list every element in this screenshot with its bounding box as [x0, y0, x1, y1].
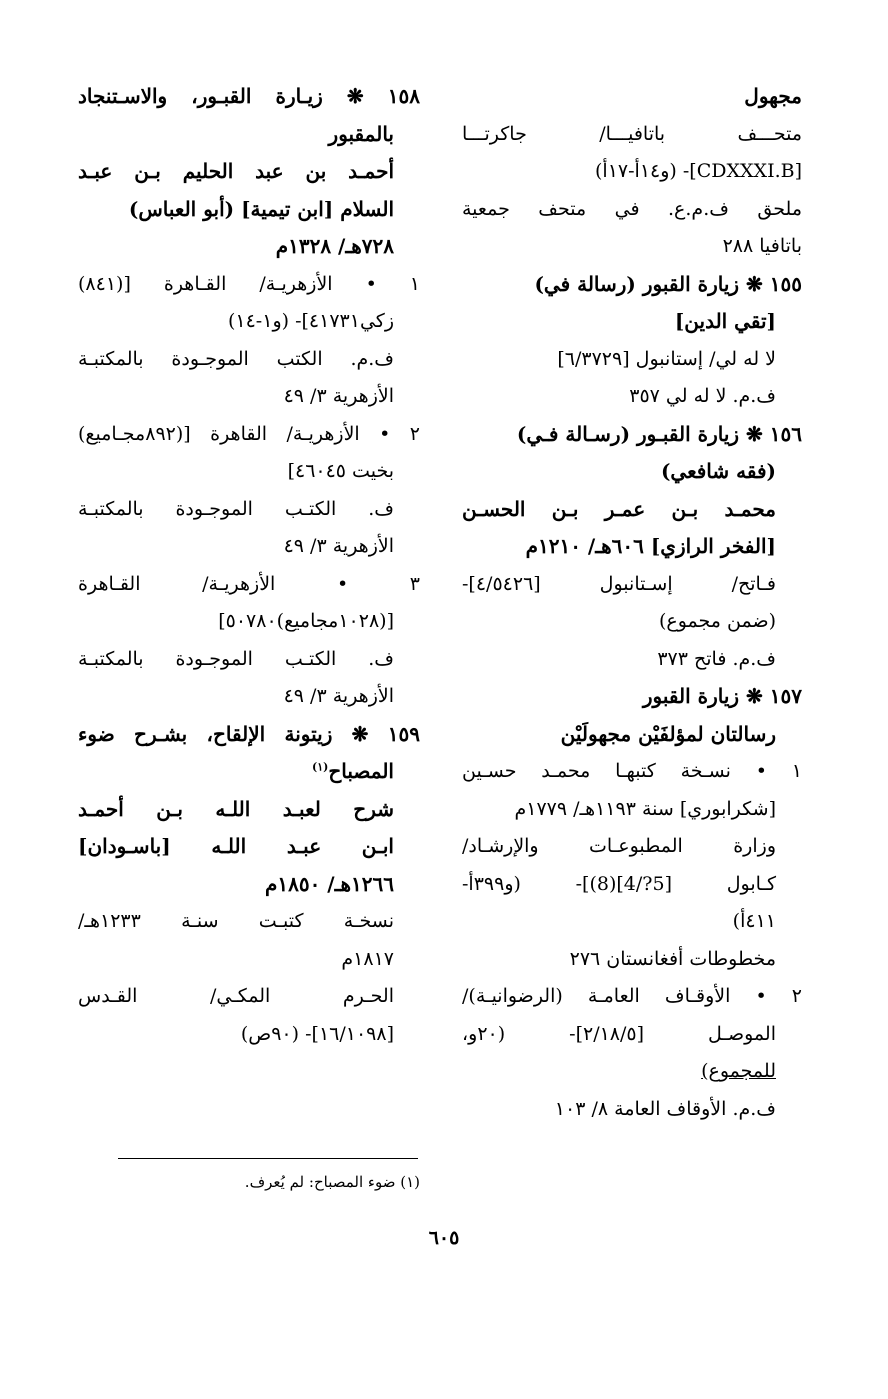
text-line: [78, 641, 420, 679]
line-text: ٣ • الأزهريـة/ القـاهرة: [78, 572, 420, 595]
text-line: [462, 378, 802, 416]
text-line: [462, 716, 802, 754]
line-text: الحـرم المكـي/ القـدس: [78, 985, 394, 1007]
text-line: [78, 416, 420, 454]
text-line: [78, 491, 420, 529]
text-line: [78, 603, 420, 641]
line-text: ابـن عبـد اللـه [باسـودان]: [78, 834, 394, 858]
line-text: المصباح: [328, 759, 394, 783]
line-text: كـابول [5?/4](8)]- (و٣٩٩أ-: [462, 872, 777, 895]
line-text: الموصـل [٢/١٨/٥]- (٢٠و،: [462, 1022, 776, 1045]
line-text: ١٨١٧م: [341, 947, 394, 970]
text-line: [78, 378, 420, 416]
line-text: ١ • نسـخة كتبهـا محمـد حسـين: [462, 760, 802, 782]
text-line: [462, 228, 802, 266]
text-line: [78, 78, 420, 116]
line-text: ٢ • الأوقـاف العامـة (الرضوانيـة)/: [462, 985, 802, 1007]
text-line: [78, 153, 420, 191]
line-text: ف. الكتـب الموجـودة بالمكتبـة: [78, 647, 394, 670]
line-text: الأزهرية ٣/ ٤٩: [283, 385, 394, 407]
text-line: [462, 266, 802, 304]
text-line: [462, 491, 802, 529]
text-line: [462, 191, 802, 229]
line-text: (ضمن مجموع): [658, 610, 776, 632]
line-text: [١٦/١٠٩٨]- (٩٠ص): [240, 1022, 394, 1045]
line-text: ف.م. الأوقاف العامة ٨/ ١٠٣: [554, 1097, 776, 1120]
line-text: ٧٢٨هـ/ ١٣٢٨م: [275, 234, 394, 258]
line-text: ف. الكتـب الموجـودة بالمكتبـة: [78, 497, 394, 520]
text-line: [78, 791, 420, 829]
footnote-marker: (١): [312, 760, 329, 774]
text-line: [462, 866, 802, 904]
line-text: ١٥٦ ❋ زيارة القبـور (رسـالة فـي): [516, 421, 802, 446]
text-line: [78, 116, 420, 154]
line-text: ١ • الأزهريـة/ القـاهرة [(٨٤١): [78, 272, 420, 295]
text-line: [462, 528, 802, 566]
text-line: [78, 978, 420, 1016]
line-text: [شكرابوري] سنة ١١٩٣هـ/ ١٧٧٩م: [514, 797, 776, 820]
line-text: ف.م. الكتب الموجـودة بالمكتبـة: [78, 347, 394, 370]
text-line: [78, 941, 420, 979]
footnote-separator: [118, 1158, 418, 1159]
line-text: ف.م. لا له لي ٣٥٧: [629, 385, 776, 407]
text-line: [78, 303, 420, 341]
text-line: [462, 753, 802, 791]
text-line: [462, 566, 802, 604]
text-line: [78, 453, 420, 491]
line-text: للمجموع): [701, 1060, 776, 1082]
line-text: ٢ • الأزهريـة/ القاهرة [(٨٩٢مجـاميع): [78, 422, 420, 445]
line-text: (فقه شافعي): [660, 459, 776, 483]
line-text: ١٥٩ ❋ زيتونة الإلقاح، بشـرح ضوء: [78, 721, 420, 746]
text-line: [78, 266, 420, 304]
line-text: مخطوطات أفغانستان ٢٧٦: [569, 947, 776, 970]
text-line: [462, 1053, 802, 1091]
text-line: [78, 678, 420, 716]
text-line: [78, 1016, 420, 1054]
line-text: رسالتان لمؤلفَيْن مجهولَيْن: [560, 721, 776, 746]
line-text: مجهول: [744, 84, 802, 108]
text-line: [462, 641, 802, 679]
line-text: ٤١١أ): [732, 910, 776, 932]
text-line: [462, 828, 802, 866]
line-text: أحمـد بن عبد الحليم بـن عبـد: [78, 159, 394, 183]
text-line: [462, 416, 802, 454]
text-line: [78, 528, 420, 566]
line-text: باتافيا ٢٨٨: [722, 235, 802, 257]
right-column: [462, 78, 802, 1128]
line-text: ف.م. فاتح ٣٧٣: [657, 647, 776, 670]
line-text: متحـــف باتافيـــا/ جاكرتـــا: [462, 122, 802, 145]
line-text: زكي٤١٧٣١]- (و١-١٤): [227, 310, 394, 332]
text-line: [78, 566, 420, 604]
text-line: [462, 603, 802, 641]
text-line: [78, 903, 420, 941]
text-line: [462, 903, 802, 941]
line-text: [الفخر الرازي] ٦٠٦هـ/ ١٢١٠م: [525, 534, 776, 558]
line-text: بالمقبور: [328, 121, 394, 146]
text-line: [78, 866, 420, 904]
line-text: [(١٠٢٨مجاميع)٥٠٧٨٠]: [218, 610, 394, 632]
text-line: [78, 341, 420, 379]
text-line: [78, 716, 420, 754]
text-line: [462, 341, 802, 379]
line-text: وزارة المطبوعـات والإرشـاد/: [462, 835, 776, 857]
line-text: السلام [ابن تيمية] (أبو العباس): [128, 196, 394, 221]
line-text: [CDXXXI.B]- (و١٤أ-١٧أ): [595, 160, 802, 182]
text-line: [462, 678, 802, 716]
text-line: [462, 791, 802, 829]
line-text: ملحق ف.م.ع. في متحف جمعية: [462, 197, 802, 220]
line-text: بخيت ٤٦٠٤٥]: [287, 460, 394, 482]
text-line: [462, 1016, 802, 1054]
line-text: ١٥٧ ❋ زيارة القبور: [642, 684, 802, 708]
line-text: [تقي الدين]: [674, 309, 776, 333]
line-text: الأزهرية ٣/ ٤٩: [283, 535, 394, 557]
line-text: فـاتح/ إسـتانبول [٤/٥٤٢٦]-: [462, 572, 776, 595]
text-line: [462, 78, 802, 116]
text-line: [462, 453, 802, 491]
text-line: [462, 116, 802, 154]
left-column: [78, 78, 420, 1053]
text-line: [78, 191, 420, 229]
text-line: [78, 828, 420, 866]
footnote: (١) ضوء المصباح: لم يُعرف.: [244, 1173, 420, 1191]
line-text: لا له لي/ إستانبول [٦/٣٧٢٩]: [557, 347, 776, 370]
text-line: [462, 153, 802, 191]
text-line: [462, 941, 802, 979]
line-text: ١٥٨ ❋ زيـارة القبـور، والاسـتنجاد: [78, 84, 420, 108]
line-text: ١٥٥ ❋ زيارة القبور (رسالة في): [534, 271, 802, 296]
text-line: [462, 303, 802, 341]
line-text: الأزهرية ٣/ ٤٩: [283, 685, 394, 707]
line-text: نسخـة كتبـت سنـة ١٢٣٣هـ/: [78, 910, 394, 932]
page-number: ٦٠٥: [428, 1227, 460, 1249]
text-line: [78, 228, 420, 266]
text-line: [462, 1091, 802, 1129]
line-text: شرح لعبـد اللـه بـن أحمـد: [78, 796, 394, 821]
line-text: محمـد بـن عمـر بـن الحسـن: [462, 496, 776, 521]
text-line: [462, 978, 802, 1016]
line-text: ١٢٦٦هـ/ ١٨٥٠م: [264, 871, 394, 896]
text-line: [78, 753, 420, 791]
